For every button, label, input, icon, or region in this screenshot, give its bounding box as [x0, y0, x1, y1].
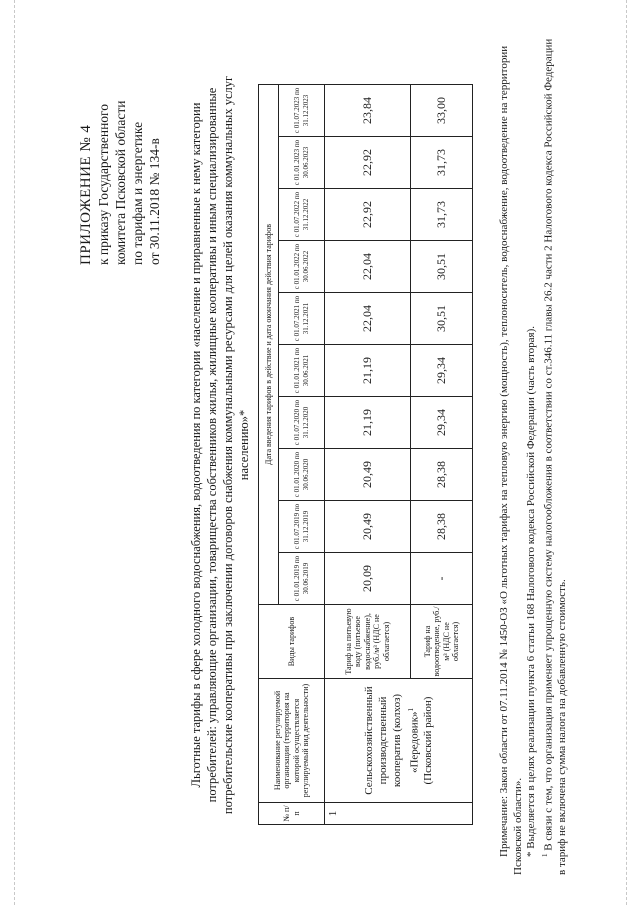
appendix-title: ПРИЛОЖЕНИЕ № 4 — [78, 124, 94, 265]
tariff-value: 22,92 — [325, 137, 411, 189]
period-header: с 01.01.2020 по 30.06.2020 — [279, 449, 325, 501]
period-header: с 01.01.2019 по 30.06.2019 — [279, 553, 325, 605]
tariff-value: 23,84 — [325, 84, 411, 136]
note-tax-system-text: В связи с тем, что организация применяет упрощенную систему налогообложения в соответствии со ст.346.11 главы 26.2 части 2 Налогового кодекса Российской Федерации в тариф не включена сумма налога на добавленную стоимость. — [542, 38, 568, 875]
header-number: № п/п — [259, 803, 325, 825]
document-heading: Льготные тарифы в сфере холодного водоснабжения, водоотведения по категории «население и приравненные к нему категории потребителей: управляющие организации, товарищества собственников жилья, жилищные кооперативы и иным специализированные потребительские кооперативы при заключении договоров снабжения коммунальными ресурсами для целей оказания коммунальных услуг населению»* — [189, 75, 251, 815]
table-row — [325, 84, 411, 824]
tariff-value: 29,34 — [411, 397, 473, 449]
tariff-value: 21,19 — [325, 397, 411, 449]
tariff-table — [258, 84, 473, 825]
tariff-value: 21,19 — [325, 345, 411, 397]
period-header: с 01.01.2021 по 30.06.2021 — [279, 345, 325, 397]
row-number: 1 — [325, 803, 473, 825]
tariff-value: 30,51 — [411, 241, 473, 293]
organization-line: производственный — [376, 696, 389, 785]
tariff-value: 29,34 — [411, 345, 473, 397]
tariff-value: 28,38 — [411, 449, 473, 501]
appendix-line: по тарифам и энергетике — [130, 121, 145, 265]
appendix-line: к приказу Государственного — [96, 103, 111, 265]
organization-line: Сельскохозяйственный — [362, 686, 375, 795]
organization-name — [325, 679, 473, 803]
organization-line: кооператив (колхоз) — [390, 693, 403, 788]
appendix-line: от 30.11.2018 № 134-в — [147, 138, 162, 265]
header-dates: Дата введения тарифов в действие и дата окончания действия тарифов — [259, 84, 279, 604]
tariff-value: - — [411, 553, 473, 605]
tariff-type: Тариф на водоотведение, руб./м³ (НДС не облагается) — [411, 605, 473, 679]
tariff-type: Тариф на питьевую воду (питьевое водоснабжение), руб./м³ (НДС не облагается) — [325, 605, 411, 679]
footnote-marker: 1 — [540, 853, 549, 857]
period-header: с 01.07.2021 по 31.12.2021 — [279, 293, 325, 345]
tariff-value: 20,49 — [325, 449, 411, 501]
appendix-block — [78, 25, 163, 265]
tariff-value: 22,04 — [325, 241, 411, 293]
period-header: с 01.01.2022 по 30.06.2022 — [279, 241, 325, 293]
period-header: с 01.07.2022 по 31.12.2022 — [279, 189, 325, 241]
period-header: с 01.07.2023 по 31.12.2023 — [279, 84, 325, 136]
tariff-value: 30,51 — [411, 293, 473, 345]
note-vat: * Выделяется в целях реализации пункта 6 статьи 168 Налогового кодекса Российской Федерации (часть вторая). — [525, 325, 537, 857]
scan-edge-line — [14, 0, 15, 905]
tariff-value: 31,73 — [411, 189, 473, 241]
notes-block — [498, 35, 569, 875]
period-header: с 01.01.2023 по 30.06.2023 — [279, 137, 325, 189]
period-header: с 01.07.2020 по 31.12.2020 — [279, 397, 325, 449]
appendix-line: комитета Псковской области — [113, 100, 128, 265]
tariff-value: 20,09 — [325, 553, 411, 605]
period-header: с 01.07.2019 по 31.12.2019 — [279, 501, 325, 553]
note-tax-system — [539, 35, 570, 875]
organization-line: (Псковский район) — [422, 696, 435, 785]
footnote-marker: 1 — [406, 707, 415, 712]
tariff-value: 28,38 — [411, 501, 473, 553]
header-tariff-type: Виды тарифов — [259, 605, 325, 679]
organization-line-text: «Передовик» — [408, 711, 421, 774]
organization-line — [404, 680, 422, 801]
note-law: Примечание: Закон области от 07.11.2014 № 1450-ОЗ «О льготных тарифах на тепловую энергию (мощность), теплоноситель, водоснабжение, водоотведение на территории Псковской области». — [498, 45, 524, 875]
tariff-value: 31,73 — [411, 137, 473, 189]
scan-edge-line — [626, 0, 627, 905]
header-organization: Наименование регулируемой организации (территория на которой осуществляется регулируемый вид деятельности) — [259, 679, 325, 803]
tariff-value: 20,49 — [325, 501, 411, 553]
tariff-value: 33,00 — [411, 84, 473, 136]
tariff-value: 22,04 — [325, 293, 411, 345]
tariff-value: 22,92 — [325, 189, 411, 241]
